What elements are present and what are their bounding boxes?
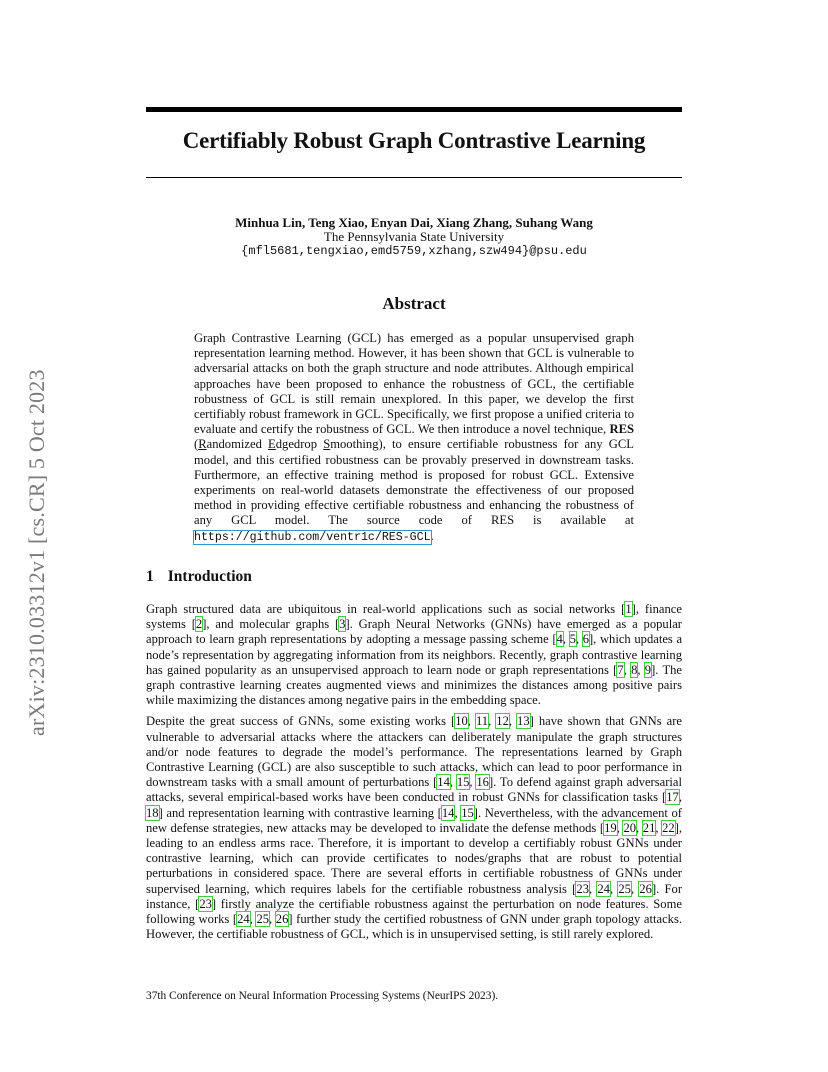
arxiv-side-stamp: arXiv:2310.03312v1 [cs.CR] 5 Oct 2023 [24, 369, 49, 736]
section-heading-introduction [146, 568, 252, 586]
text: Graph structured data are ubiquitous in real-world applications such as social networks [ [146, 602, 626, 616]
abstract-part: andomized [206, 437, 269, 452]
res-letter: S [323, 437, 331, 452]
abstract-part: moothing [330, 437, 379, 452]
text: Despite the great success of GNNs, some existing works [ [146, 714, 456, 729]
title-bottom-rule [146, 177, 682, 178]
res-letter: E [268, 437, 276, 452]
citation-link[interactable]: 2 [195, 617, 203, 632]
citation-link[interactable]: 8 [631, 662, 638, 677]
text: ]. For instance, [ [146, 881, 683, 911]
citation-link[interactable]: 17 [666, 790, 679, 805]
citation-link[interactable]: 5 [569, 632, 576, 647]
text: ] and representation learning with contrastive learning [ [158, 805, 442, 820]
citation-link[interactable]: 6 [582, 632, 589, 647]
text: ]. Nevertheless, with the advancement of new defense strategies, new attacks may be developed to invalidate the defense methods [ [146, 805, 682, 835]
text: ]. Graph Neural Networks (GNNs) have emerged as a popular approach to learn graph representations by adopting a message passing scheme [ [146, 617, 682, 647]
author-affiliation: The Pennsylvania State University [323, 229, 505, 244]
text: ]. To defend against graph adversarial attacks, several empirical-based works have been conducted in robust GNNs for classification tasks [ [146, 775, 683, 805]
paragraph-2: Despite the great success of GNNs, some existing works [10, 11, 12, 13] have shown that GNNs are vulnerable to adversarial attacks where the attackers can deliberately manipulate the graph structures and/or node features to degrade the model’s performance. The representations learned by Graph Contrastive Learning (GCL) are also susceptible to such attacks, which can lead to poor performance in downstream tasks with a small amount of perturbations [14, 15, 16]. To defend against graph adversarial attacks, several empirical-based works have been conducted in robust GNNs for classification tasks [17, 18] and representation learning with contrastive learning [14, 15]. Nevertheless, with the advancement of new defense strategies, new attacks may be developed to invalidate the defense methods [19, 20, 21, 22], leading to an endless arms race. Therefore, it is important to develop a certifiably robust GNNs under contrastive learning, which can provide certificates to nodes/graphs that are robust to potential perturbations in considered space. There are several efforts in certifiable robustness of GNNs under supervised learning, which requires labels for the certifiable robustness analysis [23, 24, 25, 26]. For instance, [23] firstly analyze the certifiable robustness against the perturbation on node features. Some following works [24, 25, 26] further study the certified robustness of GNN under graph topology attacks. However, the certifiable robustness of GCL, which is in unsupervised setting, is still rarely explored. [146, 714, 683, 942]
abstract-part: ), to ensure certifiable robustness for any GCL model, and this certified robustness can be provably preserved in downstream tasks. Furthermore, an effective training method is proposed for robust GCL. Extensive experiments on real-world datasets demonstrate the effectiveness of our proposed method in providing effective certifiable robustness and enhancing the robustness of any GCL model. The source code of RES is available at [194, 437, 634, 528]
citation-link[interactable]: 24 [237, 912, 250, 927]
source-code-link[interactable]: https://github.com/ventr1c/RES-GCL [194, 530, 431, 544]
citation-link[interactable]: 16 [476, 775, 489, 790]
conference-footer: 37th Conference on Neural Information Processing Systems (NeurIPS 2023). [146, 990, 499, 1002]
paragraph-1: Graph structured data are ubiquitous in real-world applications such as social networks [1], finance systems [2], and molecular graphs [3]. Graph Neural Networks (GNNs) have emerged as a popular approach to learn graph representations by adopting a message passing scheme [4, 5, 6], which updates a node’s representation by aggregating information from its neighbors. Recently, graph contrastive learning has gained popularity as an unsupervised approach to learn node or graph representations [7, 8, 9]. The graph contrastive learning creates augmented views and minimizes the distances among positive pairs while maximizing the distances among negative pairs in the embedding space. [146, 602, 683, 708]
text: ], leading to an endless arms race. Therefore, it is important to develop a certifiably robust GNNs under contrastive learning, which can provide certificates to nodes/graphs that are robust to potential perturbations in considered space. There are several efforts in certifiable robustness of GNNs under supervised learning, which requires labels for the certifiable robustness analysis [ [146, 820, 683, 896]
abstract-part: dgedrop [275, 437, 324, 452]
citation-link[interactable]: 1 [625, 602, 632, 616]
text: ], which updates a node’s representation by aggregating information from its neighbors. Recently, graph contrastive learning has gained popularity as an unsupervised approach to learn node or graph representations [ [146, 632, 683, 677]
citation-link[interactable]: 21 [642, 820, 656, 835]
citation-link[interactable]: 24 [597, 881, 610, 896]
abstract-heading: Abstract [382, 294, 446, 313]
citation-link[interactable]: 11 [475, 714, 489, 729]
citation-link[interactable]: 26 [639, 881, 652, 896]
citation-link[interactable]: 19 [604, 820, 617, 835]
abstract-text [194, 331, 634, 545]
text: ] have shown that GNNs are vulnerable to adversarial attacks where the attackers can deliberately manipulate the graph structures and/or node features to degrade the model’s performance. The representations learned by Graph Contrastive Learning (GCL) are also susceptible to such attacks, which can lead to poor performance in downstream tasks with a small amount of perturbations [ [146, 714, 683, 790]
citation-link[interactable]: 18 [146, 805, 159, 820]
citation-link[interactable]: 10 [455, 714, 468, 729]
section-number: 1 [146, 568, 154, 585]
title-top-rule [146, 107, 682, 112]
citation-link[interactable]: 7 [617, 662, 624, 677]
citation-link[interactable]: 20 [623, 820, 637, 835]
text: ]. The graph contrastive learning creates augmented views and minimizes the distances among positive pairs while maximizing the distances among negative pairs in the embedding space. [146, 662, 683, 708]
citation-link[interactable]: 26 [275, 912, 289, 927]
citation-link[interactable]: 15 [456, 775, 470, 790]
citation-link[interactable]: 23 [576, 881, 589, 896]
citation-link[interactable]: 9 [644, 662, 652, 677]
citation-link[interactable]: 23 [199, 896, 212, 911]
citation-link[interactable]: 3 [339, 617, 346, 632]
res-name: RES [609, 422, 634, 437]
citation-link[interactable]: 4 [556, 632, 563, 647]
section-title: Introduction [167, 568, 252, 585]
author-email: {mfl5681,tengxiao,emd5759,xzhang,szw494}@psu.edu [241, 244, 587, 258]
text: ] further study the certified robustness of GNN under graph topology attacks. However, the certifiable robustness of GCL, which is in unsupervised setting, is still rarely explored. [146, 912, 683, 942]
text: ] firstly analyze the certifiable robustness against the perturbation on node features. Some following works [ [146, 896, 682, 927]
paper-title: Certifiably Robust Graph Contrastive Learning [182, 128, 646, 153]
abstract-part: ( [194, 437, 199, 452]
abstract-part: Graph Contrastive Learning (GCL) has emerged as a popular unsupervised graph representation learning method. However, it has been shown that GCL is vulnerable to adversarial attacks on both the graph structure and node attributes. Although empirical approaches have been proposed to enhance the robustness of GCL, the certifiable robustness of GCL is still remain unexplored. In this paper, we develop the first certifiably robust framework in GCL. Specifically, we first propose a unified criteria to evaluate and certify the robustness of GCL. We then introduce a novel technique, [194, 331, 634, 437]
text: ], finance systems [ [146, 602, 682, 632]
citation-link[interactable]: 14 [437, 775, 450, 790]
author-names: Minhua Lin, Teng Xiao, Enyan Dai, Xiang Zhang, Suhang Wang [235, 215, 593, 230]
citation-link[interactable]: 25 [618, 881, 631, 896]
citation-link[interactable]: 25 [256, 912, 270, 927]
introduction-body [146, 602, 682, 948]
citation-link[interactable]: 12 [496, 714, 509, 729]
author-block [146, 216, 682, 258]
citation-link[interactable]: 15 [461, 805, 474, 820]
res-letter: R [198, 437, 207, 452]
citation-link[interactable]: 14 [441, 805, 455, 820]
text: ], and molecular graphs [ [202, 617, 340, 632]
citation-link[interactable]: 22 [662, 820, 675, 835]
abstract-part: . [430, 528, 434, 543]
citation-link[interactable]: 13 [517, 714, 530, 729]
